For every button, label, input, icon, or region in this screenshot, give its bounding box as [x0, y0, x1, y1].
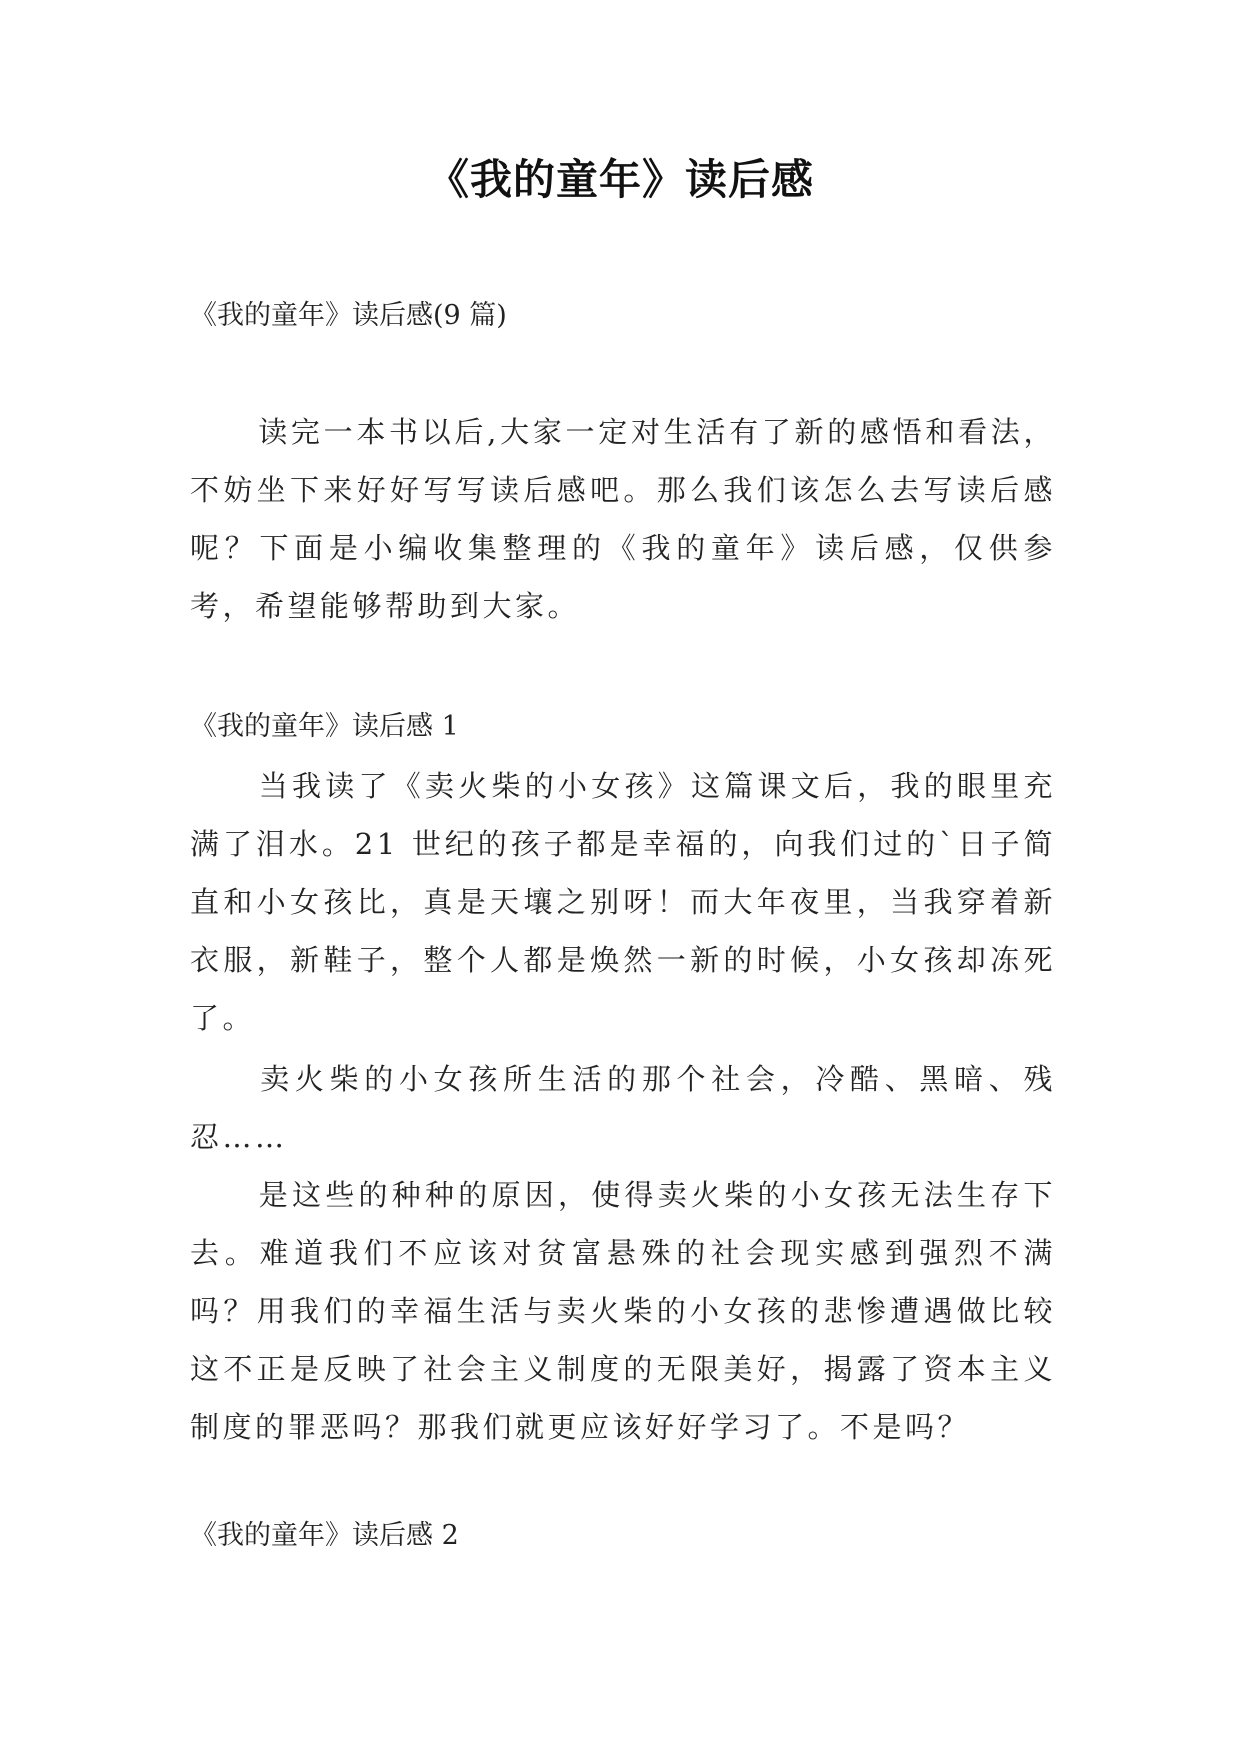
section-heading-2: 《我的童年》读后感 2	[190, 1520, 459, 1551]
document-subtitle: 《我的童年》读后感(9 篇)	[190, 300, 507, 331]
section-heading-1: 《我的童年》读后感 1	[190, 711, 459, 742]
section-1-paragraph-1	[190, 757, 1056, 1047]
paragraph-text: 卖火柴的小女孩所生活的那个社会，冷酷、黑暗、残忍……	[190, 1062, 1056, 1154]
intro-text: 读完一本书以后,大家一定对生活有了新的感悟和看法，不妨坐下来好好写写读后感吧。那么我们该怎么去写读后感呢？下面是小编收集整理的《我的童年》读后感，仅供参考，希望能够帮助到大家。	[190, 415, 1056, 623]
paragraph-text: 当我读了《卖火柴的小女孩》这篇课文后，我的眼里充满了泪水。21 世纪的孩子都是幸福的，向我们过的`日子简直和小女孩比，真是天壤之别呀！而大年夜里，当我穿着新衣服，新鞋子，整个人都是焕然一新的时候，小女孩却冻死了。	[190, 769, 1056, 1035]
section-1-paragraph-3	[190, 1166, 1056, 1456]
paragraph-text: 是这些的种种的原因，使得卖火柴的小女孩无法生存下去。难道我们不应该对贫富悬殊的社会现实感到强烈不满吗？用我们的幸福生活与卖火柴的小女孩的悲惨遭遇做比较这不正是反映了社会主义制度的无限美好，揭露了资本主义制度的罪恶吗？那我们就更应该好好学习了。不是吗？	[190, 1178, 1056, 1444]
section-1-paragraph-2	[190, 1050, 1056, 1166]
intro-paragraph	[190, 403, 1056, 635]
document-title: 《我的童年》读后感	[426, 155, 814, 204]
